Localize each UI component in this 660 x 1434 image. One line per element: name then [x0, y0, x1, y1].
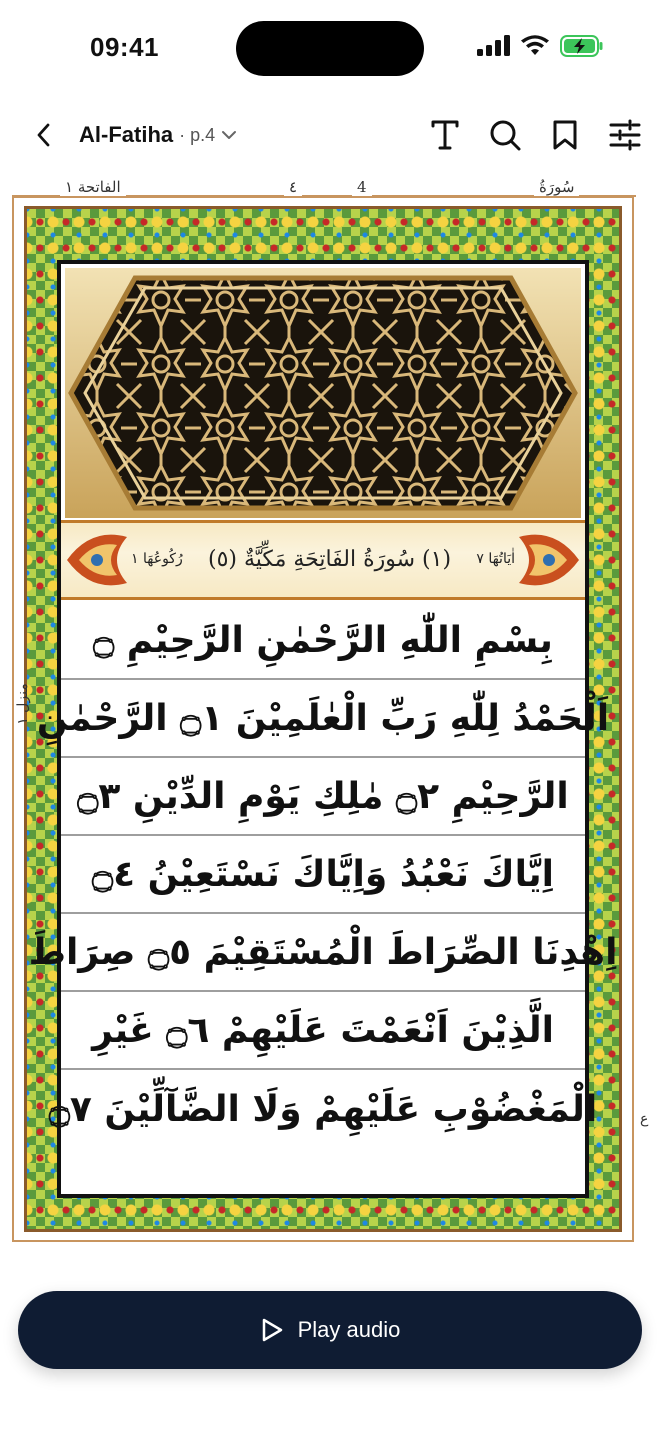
settings-button[interactable]: [606, 114, 644, 156]
inner-panel: [28, 260, 618, 1198]
chevron-down-icon: [221, 129, 237, 141]
text-size-icon: [430, 119, 460, 151]
surah-banner: [61, 520, 585, 600]
page-header-meta: [12, 176, 636, 198]
settings-sliders-icon: [609, 119, 641, 151]
verse-line-5[interactable]: اِهْدِنَا الصِّرَاطَ الْمُسْتَقِيْمَ ۝٥ صِرَاطَ: [61, 914, 585, 992]
verse-line-2[interactable]: اَلْحَمْدُ لِلّٰهِ رَبِّ الْعٰلَمِيْنَ ۝١ الرَّحْمٰنِ: [61, 680, 585, 758]
wifi-icon: [520, 35, 550, 57]
status-bar: [0, 0, 660, 96]
banner-surah-name: (١) سُورَةُ الفَاتِحَةِ مَكِّيَّةٌ (٥): [208, 546, 452, 572]
verse-lines: [28, 602, 618, 1148]
search-button[interactable]: [486, 114, 524, 156]
back-button[interactable]: [26, 118, 60, 152]
verse-line-4[interactable]: اِيَّاكَ نَعْبُدُ وَاِيَّاكَ نَسْتَعِيْنُ ۝٤: [61, 836, 585, 914]
play-audio-button[interactable]: [18, 1291, 642, 1369]
banner-ornament-right: [513, 523, 585, 597]
banner-text: [131, 537, 515, 581]
geometric-lattice-artwork: [65, 268, 581, 518]
header-actions: [426, 114, 644, 156]
bookmark-icon: [552, 119, 578, 151]
search-icon: [489, 119, 521, 151]
banner-ayat-count: اٰيَاتُهَا ٧: [476, 551, 515, 567]
page-title: Al-Fatiha: [79, 122, 174, 147]
battery-charging-icon: [560, 34, 604, 58]
manzil-note: منزل ١: [14, 683, 31, 725]
bookmark-button[interactable]: [546, 114, 584, 156]
status-time: 09:41: [90, 32, 159, 62]
ruku-marker: ع: [640, 1111, 649, 1127]
app-header: [0, 100, 660, 172]
dynamic-island: [236, 21, 424, 76]
juz-label: الفاتحة ١: [60, 178, 126, 196]
banner-ruku-count: رُكُوعُهَا ١: [131, 551, 183, 567]
page-indicator: · p.4: [179, 124, 216, 145]
status-icons: [476, 34, 604, 58]
verse-line-7[interactable]: الْمَغْضُوْبِ عَلَيْهِمْ وَلَا الضَّآلِّيْنَ ۝٧: [48, 1088, 598, 1130]
cellular-signal-icon: [476, 35, 510, 57]
verse-line-6[interactable]: الَّذِيْنَ اَنْعَمْتَ عَلَيْهِمْ ۝٦ غَيْرِ: [61, 992, 585, 1070]
verse-line-1[interactable]: بِسْمِ اللّٰهِ الرَّحْمٰنِ الرَّحِيْمِ ۝: [61, 602, 585, 680]
chevron-left-icon: [34, 122, 52, 148]
play-icon: [260, 1317, 284, 1343]
surah-title-dropdown[interactable]: [79, 122, 237, 148]
page-number: 4: [352, 178, 372, 196]
mushaf-page[interactable]: [12, 176, 649, 1244]
page-number-arabic: ٤: [284, 178, 302, 196]
text-size-button[interactable]: [426, 114, 464, 156]
page-frame: [12, 196, 634, 1242]
play-audio-label: Play audio: [297, 1317, 401, 1342]
surah-word: سُورَةُ: [534, 178, 579, 196]
banner-ornament-left: [61, 523, 133, 597]
verse-line-3[interactable]: الرَّحِيْمِ ۝٢ مٰلِكِ يَوْمِ الدِّيْنِ ۝٣: [61, 758, 585, 836]
